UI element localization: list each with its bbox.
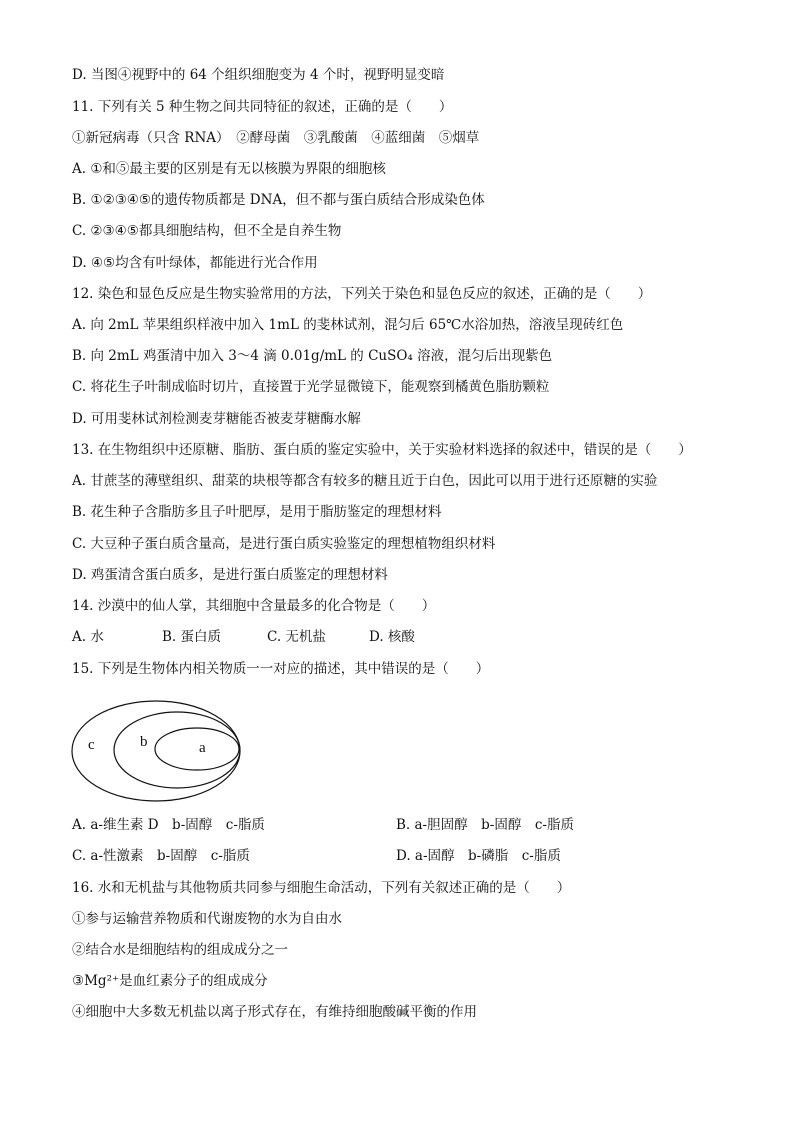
venn-inner-ellipse xyxy=(155,728,239,770)
q15-option-a: A. a-维生素 D b-固醇 c-脂质 xyxy=(72,817,265,833)
q11-organism-list: ①新冠病毒（只含 RNA） ②酵母菌 ③乳酸菌 ④蓝细菌 ⑤烟草 xyxy=(72,130,480,146)
q15-stem: 15. 下列是生物体内相关物质一一对应的描述，其中错误的是（ ） xyxy=(72,661,490,677)
q11-option-a: A. ①和⑤最主要的区别是有无以核膜为界限的细胞核 xyxy=(72,161,386,177)
q14-stem: 14. 沙漠中的仙人掌，其细胞中含量最多的化合物是（ ） xyxy=(72,598,436,614)
q14-option-a: A. 水 xyxy=(72,629,104,645)
q16-statement-1: ①参与运输营养物质和代谢废物的水为自由水 xyxy=(72,911,342,927)
q15-option-d: D. a-固醇 b-磷脂 c-脂质 xyxy=(396,848,561,864)
venn-middle-ellipse xyxy=(114,712,240,788)
q12-stem: 12. 染色和显色反应是生物实验常用的方法，下列关于染色和显色反应的叙述，正确的是（ ） xyxy=(72,286,652,302)
q14-option-d: D. 核酸 xyxy=(369,629,415,645)
q16-statement-2: ②结合水是细胞结构的组成成分之一 xyxy=(72,942,288,958)
q11-option-c: C. ②③④⑤都具细胞结构，但不全是自养生物 xyxy=(72,223,342,239)
q13-option-a: A. 甘蔗茎的薄壁组织、甜菜的块根等都含有较多的糖且近于白色，因此可以用于进行还原糖的实验 xyxy=(72,473,658,489)
q11-stem: 11. 下列有关 5 种生物之间共同特征的叙述，正确的是（ ） xyxy=(72,99,453,115)
venn-label-b: b xyxy=(140,734,148,750)
q12-option-c: C. 将花生子叶制成临时切片，直接置于光学显微镜下，能观察到橘黄色脂肪颗粒 xyxy=(72,379,550,395)
q16-statement-4: ④细胞中大多数无机盐以离子形式存在，有维持细胞酸碱平衡的作用 xyxy=(72,1004,477,1020)
q13-option-b: B. 花生种子含脂肪多且子叶肥厚，是用于脂肪鉴定的理想材料 xyxy=(72,504,442,520)
q16-statement-3: ③Mg²⁺是血红素分子的组成成分 xyxy=(72,973,268,989)
q10-option-d: D. 当图④视野中的 64 个组织细胞变为 4 个时，视野明显变暗 xyxy=(72,67,445,83)
q13-option-c: C. 大豆种子蛋白质含量高，是进行蛋白质实验鉴定的理想植物组织材料 xyxy=(72,536,496,552)
q14-option-b: B. 蛋白质 xyxy=(162,629,222,645)
q11-option-b: B. ①②③④⑤的遗传物质都是 DNA，但不都与蛋白质结合形成染色体 xyxy=(72,192,485,208)
venn-diagram xyxy=(68,698,258,808)
venn-label-c: c xyxy=(88,737,95,753)
q14-option-c: C. 无机盐 xyxy=(267,629,326,645)
venn-label-a: a xyxy=(199,740,206,756)
q15-option-b: B. a-胆固醇 b-固醇 c-脂质 xyxy=(396,817,574,833)
q13-option-d: D. 鸡蛋清含蛋白质多，是进行蛋白质鉴定的理想材料 xyxy=(72,567,388,583)
q13-stem: 13. 在生物组织中还原糖、脂肪、蛋白质的鉴定实验中，关于实验材料选择的叙述中，错误的是（ ） xyxy=(72,442,692,458)
q12-option-b: B. 向 2mL 鸡蛋清中加入 3～4 滴 0.01g/mL 的 CuSO₄ 溶液，混匀后出现紫色 xyxy=(72,348,553,364)
q15-option-c: C. a-性激素 b-固醇 c-脂质 xyxy=(72,848,250,864)
q12-option-a: A. 向 2mL 苹果组织样液中加入 1mL 的斐林试剂，混匀后 65℃水浴加热，溶液呈现砖红色 xyxy=(72,317,624,333)
q12-option-d: D. 可用斐林试剂检测麦芽糖能否被麦芽糖酶水解 xyxy=(72,411,361,427)
q16-stem: 16. 水和无机盐与其他物质共同参与细胞生命活动，下列有关叙述正确的是（ ） xyxy=(72,880,571,896)
q11-option-d: D. ④⑤均含有叶绿体，都能进行光合作用 xyxy=(72,255,318,271)
